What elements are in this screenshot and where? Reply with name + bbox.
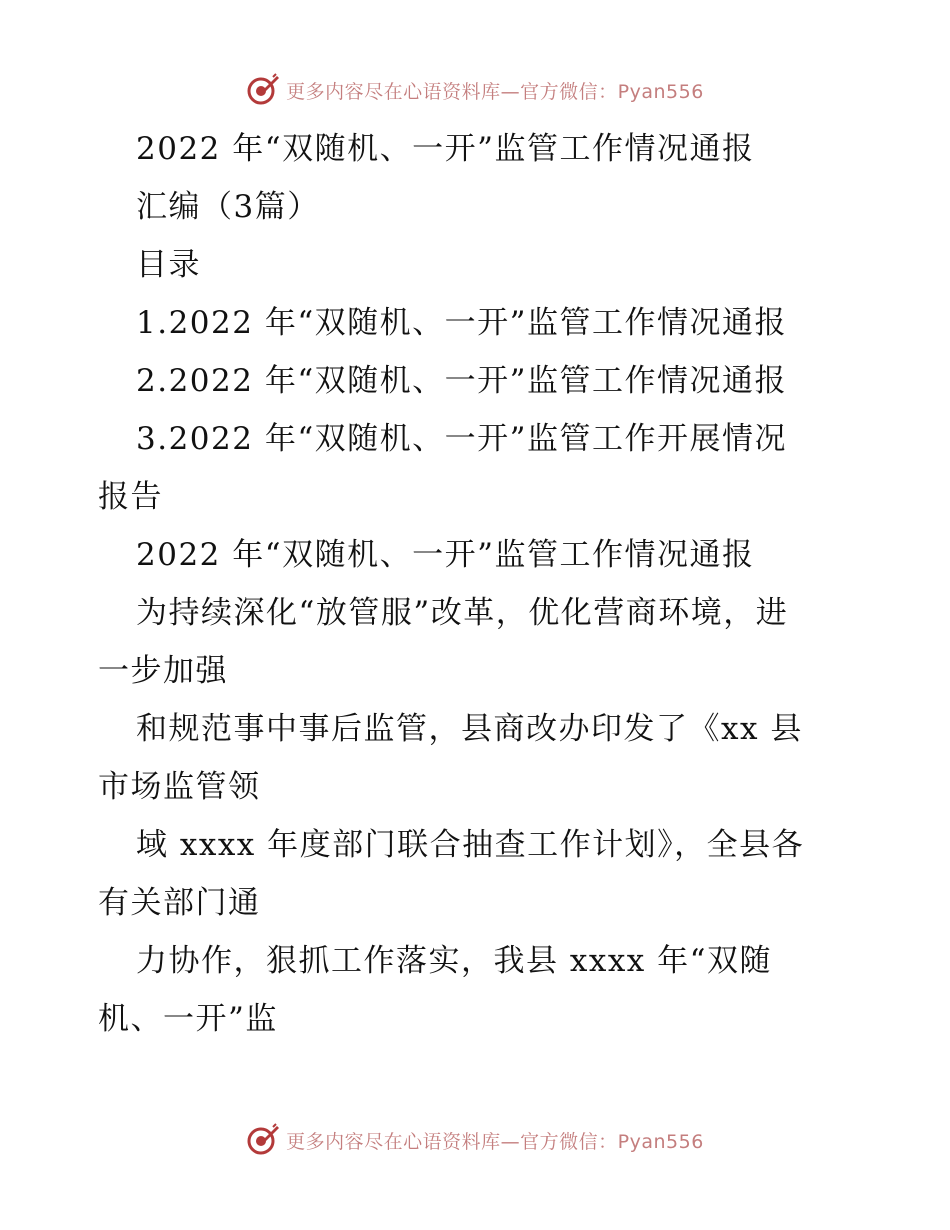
toc-heading: 目录	[136, 247, 201, 283]
watermark-text: 更多内容尽在心语资料库—官方微信：Pyan556	[286, 80, 704, 103]
paragraph-line: 和规范事中事后监管，县商改办印发了《xx 县	[136, 711, 803, 747]
paragraph-line: 域 xxxx 年度部门联合抽查工作计划》，全县各	[136, 827, 805, 863]
watermark-header	[0, 70, 950, 110]
toc-item-2: 2.2022 年“双随机、一开”监管工作情况通报	[136, 363, 788, 399]
doc-title-line-2: 汇编（3篇）	[136, 189, 320, 225]
paragraph-line: 机、一开”监	[98, 1001, 278, 1037]
paragraph-line: 为持续深化“放管服”改革，优化营商环境，进	[136, 595, 789, 631]
document-body	[98, 120, 858, 1048]
doc-title-line-1: 2022 年“双随机、一开”监管工作情况通报	[136, 131, 755, 167]
paragraph-line: 一步加强	[98, 653, 228, 689]
section-title: 2022 年“双随机、一开”监管工作情况通报	[136, 537, 755, 573]
paragraph-line: 有关部门通	[98, 885, 261, 921]
red-quill-seal-icon	[246, 73, 280, 107]
toc-item-3: 3.2022 年“双随机、一开”监管工作开展情况	[136, 421, 788, 457]
toc-item-1: 1.2022 年“双随机、一开”监管工作情况通报	[136, 305, 788, 341]
toc-item-3-continued: 报告	[98, 479, 163, 515]
watermark-text: 更多内容尽在心语资料库—官方微信：Pyan556	[286, 1130, 704, 1153]
watermark-footer	[0, 1120, 950, 1160]
paragraph-line: 力协作，狠抓工作落实，我县 xxxx 年“双随	[136, 943, 772, 979]
paragraph-line: 市场监管领	[98, 769, 261, 805]
red-quill-seal-icon	[246, 1123, 280, 1157]
